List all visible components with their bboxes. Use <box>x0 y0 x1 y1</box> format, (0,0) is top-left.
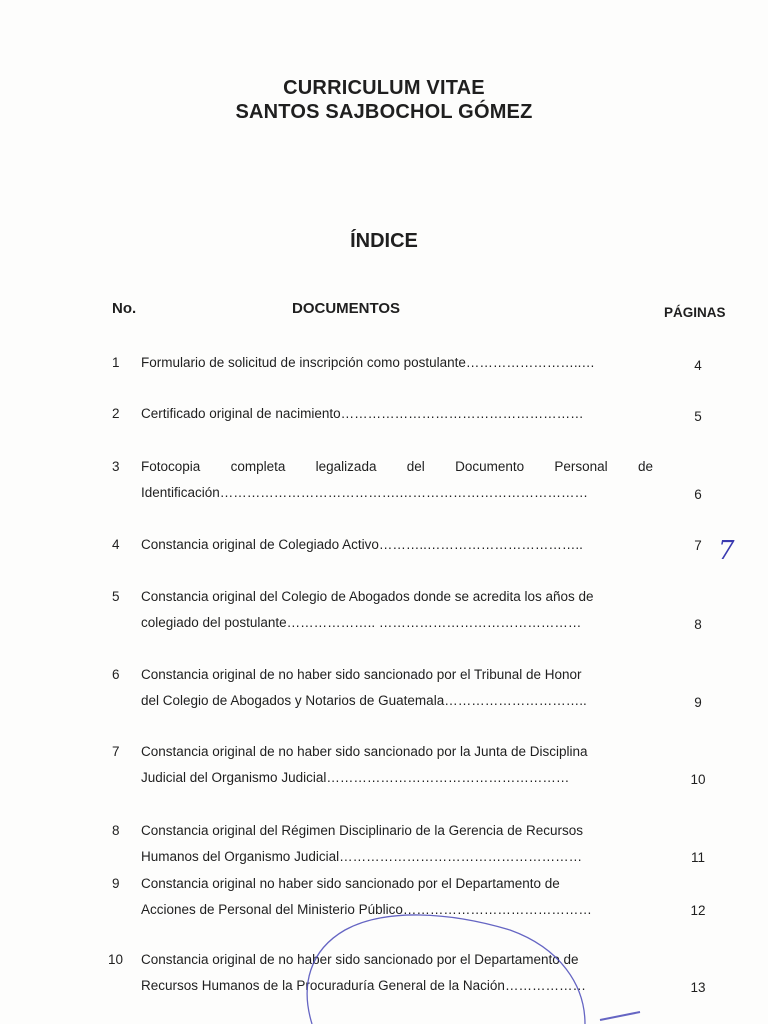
entry-page: 13 <box>690 980 706 995</box>
index-heading: ÍNDICE <box>350 230 418 252</box>
entry-number: 5 <box>112 589 120 604</box>
entry-page: 4 <box>694 358 702 373</box>
entry-text: Constancia original del Régimen Disciplinario de la Gerencia de Recursos <box>141 823 583 838</box>
entry-text-continued: del Colegio de Abogados y Notarios de Guatemala………………………….. <box>141 693 587 708</box>
entry-text: Fotocopia completa legalizada del Documento Personal de <box>141 459 653 474</box>
entry-page: 12 <box>690 903 706 918</box>
entry-text: Constancia original de Colegiado Activo………..…………………………….. <box>141 537 583 552</box>
entry-text: Certificado original de nacimiento……………………………………………… <box>141 406 584 421</box>
entry-page: 8 <box>694 617 702 632</box>
entry-text-continued: Humanos del Organismo Judicial……………………………………………… <box>141 849 583 864</box>
entry-number: 8 <box>112 823 120 838</box>
entry-number: 10 <box>108 952 124 967</box>
entry-page: 10 <box>690 772 706 787</box>
entry-text-continued: Judicial del Organismo Judicial……………………………………………… <box>141 770 570 785</box>
entry-text-continued: Identificación………………………………….…………………………………… <box>141 485 589 500</box>
entry-text: Constancia original de no haber sido sancionado por la Junta de Disciplina <box>141 744 588 759</box>
entry-text: Formulario de solicitud de inscripción como postulante……………………..… <box>141 355 595 370</box>
entry-number: 3 <box>112 459 120 474</box>
entry-text: Constancia original de no haber sido sancionado por el Departamento de <box>141 952 579 967</box>
entry-text-continued: colegiado del postulante……………….. ……………………………………… <box>141 615 582 630</box>
title-line-2: SANTOS SAJBOCHOL GÓMEZ <box>235 101 533 123</box>
title-line-1: CURRICULUM VITAE <box>283 77 485 99</box>
entry-text: Constancia original del Colegio de Abogados donde se acredita los años de <box>141 589 594 604</box>
entry-number: 2 <box>112 406 120 421</box>
entry-text-continued: Recursos Humanos de la Procuraduría General de la Nación……………… <box>141 978 586 993</box>
entry-page: 7 <box>694 538 702 553</box>
entry-page: 9 <box>694 695 702 710</box>
entry-number: 6 <box>112 667 120 682</box>
entry-number: 4 <box>112 537 120 552</box>
entry-number: 9 <box>112 876 120 891</box>
handwritten-mark: 7 <box>718 536 735 566</box>
entry-number: 1 <box>112 355 120 370</box>
column-header-no: No. <box>112 300 137 317</box>
entry-text-continued: Acciones de Personal del Ministerio Público…………………………………… <box>141 902 592 917</box>
entry-page: 6 <box>694 487 702 502</box>
column-header-documents: DOCUMENTOS <box>292 300 401 317</box>
entry-text: Constancia original de no haber sido sancionado por el Tribunal de Honor <box>141 667 582 682</box>
entry-number: 7 <box>112 744 120 759</box>
entry-page: 11 <box>690 850 705 865</box>
entry-page: 5 <box>694 409 702 424</box>
column-header-pages: PÁGINAS <box>664 305 726 320</box>
entry-text: Constancia original no haber sido sancionado por el Departamento de <box>141 876 560 891</box>
